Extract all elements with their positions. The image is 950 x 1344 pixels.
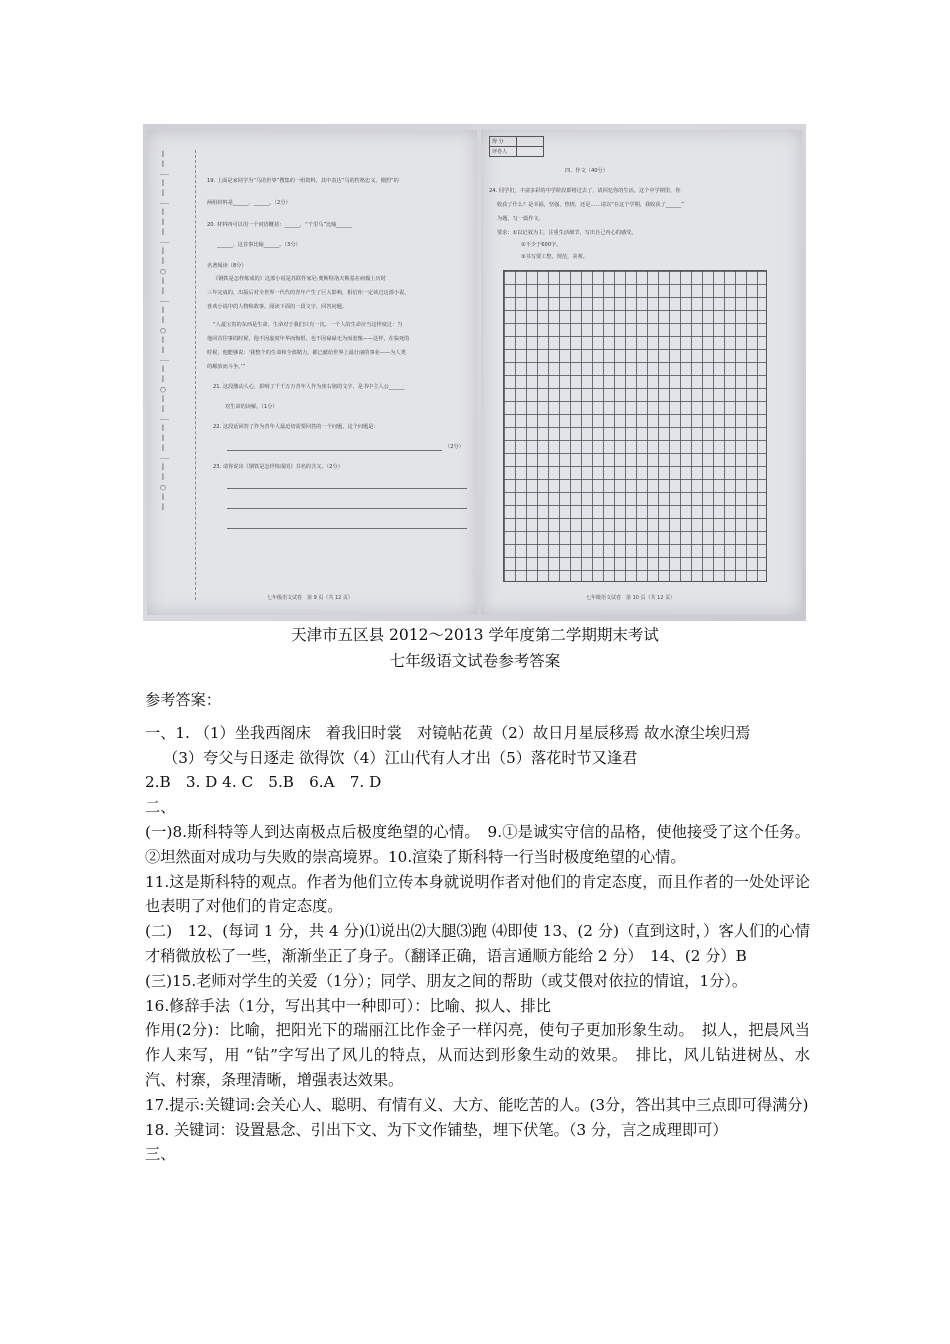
q19-line1: 19. 上面是家同学为“马的世界”搜集的一组资料，其中表达“马的性格忠义、刚烈”的: [207, 178, 399, 184]
quote-line1: “人最宝贵的东西是生命，生命对于我们只有一次。一个人的生命应当这样度过：当: [213, 322, 403, 328]
grader-cell: [517, 147, 544, 157]
answer-part-3: (三)15.老师对学生的关爱（1分）；同学、朋友之间的帮助（或艾偎对依拉的情谊，1分）。: [145, 971, 748, 990]
grader-label: 评卷人: [490, 147, 517, 157]
q20-line2: ______，这首事比喻______。（3分）: [217, 242, 301, 248]
intro-line1: 《钢铁是怎样炼成的》这部小说是苏联作家尼·奥斯特洛夫斯基在病榻上历时: [213, 276, 386, 282]
answer-q16: 16.修辞手法（1分，写出其中一种即可）：比喻、拟人、排比: [145, 996, 551, 1015]
section-reading: 名著阅读（8分）: [207, 263, 247, 269]
answer-section-2: 二、: [145, 798, 176, 817]
intro-line2: 三年完成的，出版后对全世界一代代的青年产生了巨大影响，相信你一定读过这部小说。: [207, 290, 410, 296]
answer-line: [227, 528, 467, 529]
answer-part-1: (一)8.斯科特等人到达南极点后极度绝望的心情。 9.①是诚实守信的品格，使他接受了这个任务。②坦然面对成功与失败的崇高境界。10.渲染了斯科特一行当时极度绝望的心情。: [145, 822, 810, 866]
q21-line2: 对生命的读解。（1分）: [225, 404, 278, 410]
q24-line1: 24. 同学们，丰富多彩的中学阶段即将过去了，请回忆你的生活，这个中学期里，你: [489, 188, 681, 194]
exam-page-9: [147, 130, 477, 615]
page-footer: 七年级语文试卷 第 10 页（共 12 页）: [586, 595, 676, 601]
answer-q18: 18. 关键词：设置悬念、引出下文、为下文作铺垫，埋下伏笔。（3 分，言之成理即可）: [145, 1120, 728, 1139]
q22-line1: 22. 这段话回答了作为青年人最迫切需要回答的一个问题，这个问题是：: [213, 424, 379, 430]
requirement-2: ②不少于600字。: [521, 242, 562, 248]
composition-grid: [503, 270, 767, 582]
binding-margin: ⅠⅠ｜ⅠⅠ｜ⅠⅠⅠ｜ⅠⅠ○ⅠⅠ｜ⅠⅠ○ⅠⅠ｜ⅠⅠ○ⅠⅠ｜ⅠⅠⅠ｜ⅠⅠ○ⅠⅠ: [157, 150, 196, 600]
answer-line: [227, 508, 467, 509]
q21-line1: 21. 这段激动人心，影响了千千万万青年人作为座右铭的文字，是书中主人公______: [213, 384, 405, 390]
answer-label: 参考答案：: [145, 691, 221, 709]
section-composition: 四、作文（40分）: [565, 168, 608, 174]
score-cell: [517, 137, 544, 147]
requirement-1: 要求：①以记叙为主，注重生活细节，写出自己内心的感受。: [497, 230, 637, 236]
requirement-3: ③书写要工整，规范，美观。: [521, 254, 588, 260]
document-subtitle: 七年级语文试卷参考答案: [389, 652, 561, 670]
exam-page-10: [481, 130, 802, 615]
answer-q11: 11.这是斯科特的观点。作者为他们立传本身就说明作者对他们的肯定态度，而且作者的一处处评论也表明了对他们的肯定态度。: [145, 872, 810, 916]
quote-line4: 的解放而斗争。’”: [207, 364, 246, 370]
q23-line1: 23. 请你说出《钢铁是怎样炼成的》书名的含义。（2分）: [213, 464, 343, 470]
answer-part-2: (二) 12、(每词 1 分，共 4 分)⑴说出⑵大腿⑶跑 ⑷即使 13、(2 分)（直到这时，）客人们的心情才稍微放松了一些，渐渐坐正了身子。（翻译正确，语言通顺方能给 2 分） 14、(2 分）B: [145, 922, 810, 965]
answer-line: [227, 450, 442, 451]
score-label: 得 分: [490, 137, 517, 147]
exam-sheet-photo: [143, 124, 806, 621]
answer-key: [145, 688, 810, 1167]
q19-line2: 两组材料是______、______。（2分）: [207, 200, 291, 206]
quote-line3: 时候，他能够说：‘我整个的生命和全部精力，都已献给世界上最壮丽的事业——为人类: [207, 350, 406, 356]
intro-line3: 喜欢小说中的人物和故事。阅读下面的一段文字，回答问题。: [207, 304, 348, 310]
q22-points: （2分）: [445, 444, 464, 450]
score-table: [489, 136, 544, 157]
q20-line1: 20. 材料四可以用一个词语概括：______，“千里马”比喻______: [207, 222, 352, 228]
answer-section-1: 一、1. （1）坐我西阁床 着我旧时裳 对镜帖花黄（2）故日月星辰移焉 故水潦尘埃归焉: [145, 723, 751, 742]
quote-line2: 他回首往事的时候，他不因虚度年华而悔恨，也不因碌碌无为而羞愧——这样，在临死的: [207, 336, 410, 342]
answer-section-3: 三、: [145, 1145, 176, 1164]
q24-line3: 为题，写一篇作文。: [497, 216, 544, 222]
answer-q17: 17.提示:关键词:会关心人、聪明、有情有义、大方、能吃苦的人。(3分，答出其中三点即可得满分): [145, 1095, 809, 1114]
q24-line2: 收获了什么？是幸福，坚强，热情，还是……请以“在这个学期，我收获了______”: [497, 202, 684, 208]
answer-section-1-cont: （3）夸父与日逐走 欲得饮（4）江山代有人才出（5）落花时节又逢君: [163, 748, 638, 767]
answer-line: [227, 488, 467, 489]
answer-choices: 2.B 3. D 4. C 5.B 6.A 7. D: [145, 773, 382, 792]
answer-q16-effect: 作用(2分)：比喻，把阳光下的瑞丽江比作金子一样闪亮，使句子更加形象生动。 拟人，把晨风当作人来写，用 “钻”字写出了风儿的特点，从而达到形象生动的效果。 排比，风儿钻进树丛、水汽、村寨，条理清晰，增强表达效果。: [145, 1021, 810, 1089]
page-footer: 七年级语文试卷 第 9 页（共 12 页）: [267, 595, 353, 601]
document-title: 天津市五区县 2012～2013 学年度第二学期期末考试: [291, 626, 659, 644]
